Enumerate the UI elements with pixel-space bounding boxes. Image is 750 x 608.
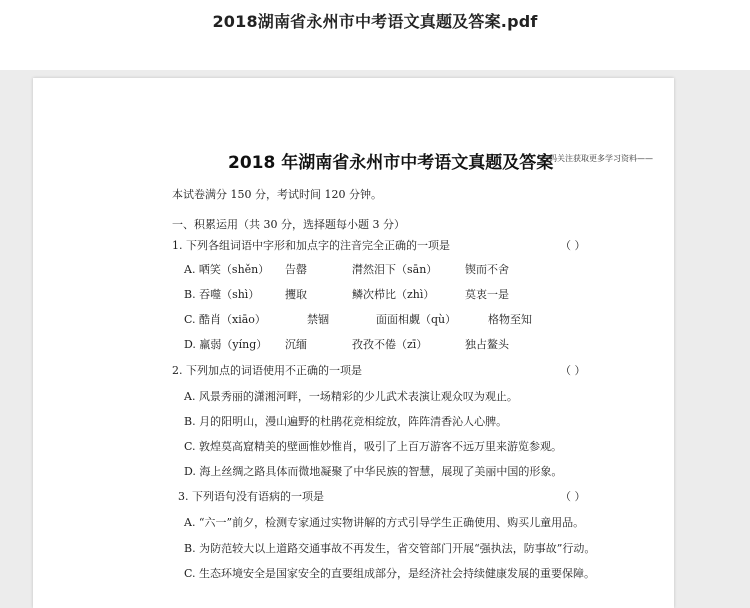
- option-cell: 攫取: [285, 288, 307, 301]
- option-line: D. 海上丝绸之路具体而微地凝聚了中华民族的智慧，展现了美丽中国的形象。: [184, 465, 563, 478]
- option-cell: 锲而不舍: [465, 263, 509, 276]
- option-cell: A. 哂笑（shěn）: [184, 263, 270, 276]
- option-line: B. 月的阳明山，漫山遍野的杜鹃花竞相绽放，阵阵清香沁人心脾。: [184, 415, 508, 428]
- document-title: 2018 年湖南省永州市中考语文真题及答案: [228, 153, 554, 173]
- option-cell: 孜孜不倦（zī）: [352, 338, 428, 351]
- question-stem: 2. 下列加点的词语使用不正确的一项是: [172, 364, 362, 377]
- answer-paren: （ ）: [560, 490, 586, 503]
- option-cell: 潸然泪下（sān）: [352, 263, 438, 276]
- option-cell: 莫衷一是: [465, 288, 509, 301]
- option-cell: 告罄: [285, 263, 307, 276]
- question-stem: 1. 下列各组词语中字形和加点字的注音完全正确的一项是: [172, 239, 450, 252]
- option-line: C. 生态环境安全是国家安全的直要组成部分，是经济社会持续健康发展的重要保障。: [184, 567, 596, 580]
- watermark-text: 扫码关注获取更多学习资料——: [541, 154, 653, 163]
- question-stem: 3. 下列语句没有语病的一项是: [178, 490, 324, 503]
- option-cell: 格物至知: [488, 313, 532, 326]
- option-cell: 面面相觑（qù）: [376, 313, 457, 326]
- section-heading: 一、积累运用（共 30 分，选择题每小题 3 分）: [172, 218, 405, 231]
- option-cell: 沉缅: [285, 338, 307, 351]
- option-line: A. 风景秀丽的潇湘河畔，一场精彩的少儿武术表演让观众叹为观止。: [184, 390, 518, 403]
- option-cell: 鳞次栉比（zhì）: [352, 288, 435, 301]
- answer-paren: （ ）: [560, 364, 586, 377]
- option-line: B. 为防范较大以上道路交通事故不再发生，省交管部门开展“强执法，防事故”行动。: [184, 542, 596, 555]
- file-title: 2018湖南省永州市中考语文真题及答案.pdf: [212, 12, 538, 31]
- document-page[interactable]: [33, 78, 674, 608]
- option-cell: B. 吞噬（shì）: [184, 288, 260, 301]
- option-line: A. “六一”前夕，检测专家通过实物讲解的方式引导学生正确使用、购买儿童用品。: [184, 516, 585, 529]
- option-cell: D. 羸弱（yíng）: [184, 338, 268, 351]
- option-line: C. 敦煌莫高窟精美的壁画惟妙惟肖，吸引了上百万游客不远万里来游览参观。: [184, 440, 563, 453]
- answer-paren: （ ）: [560, 239, 586, 252]
- exam-intro: 本试卷满分 150 分，考试时间 120 分钟。: [172, 188, 382, 201]
- viewer-header: [0, 0, 750, 70]
- option-cell: C. 酷肖（xiāo）: [184, 313, 266, 326]
- option-cell: 禁锢: [307, 313, 329, 326]
- option-cell: 独占鳌头: [465, 338, 509, 351]
